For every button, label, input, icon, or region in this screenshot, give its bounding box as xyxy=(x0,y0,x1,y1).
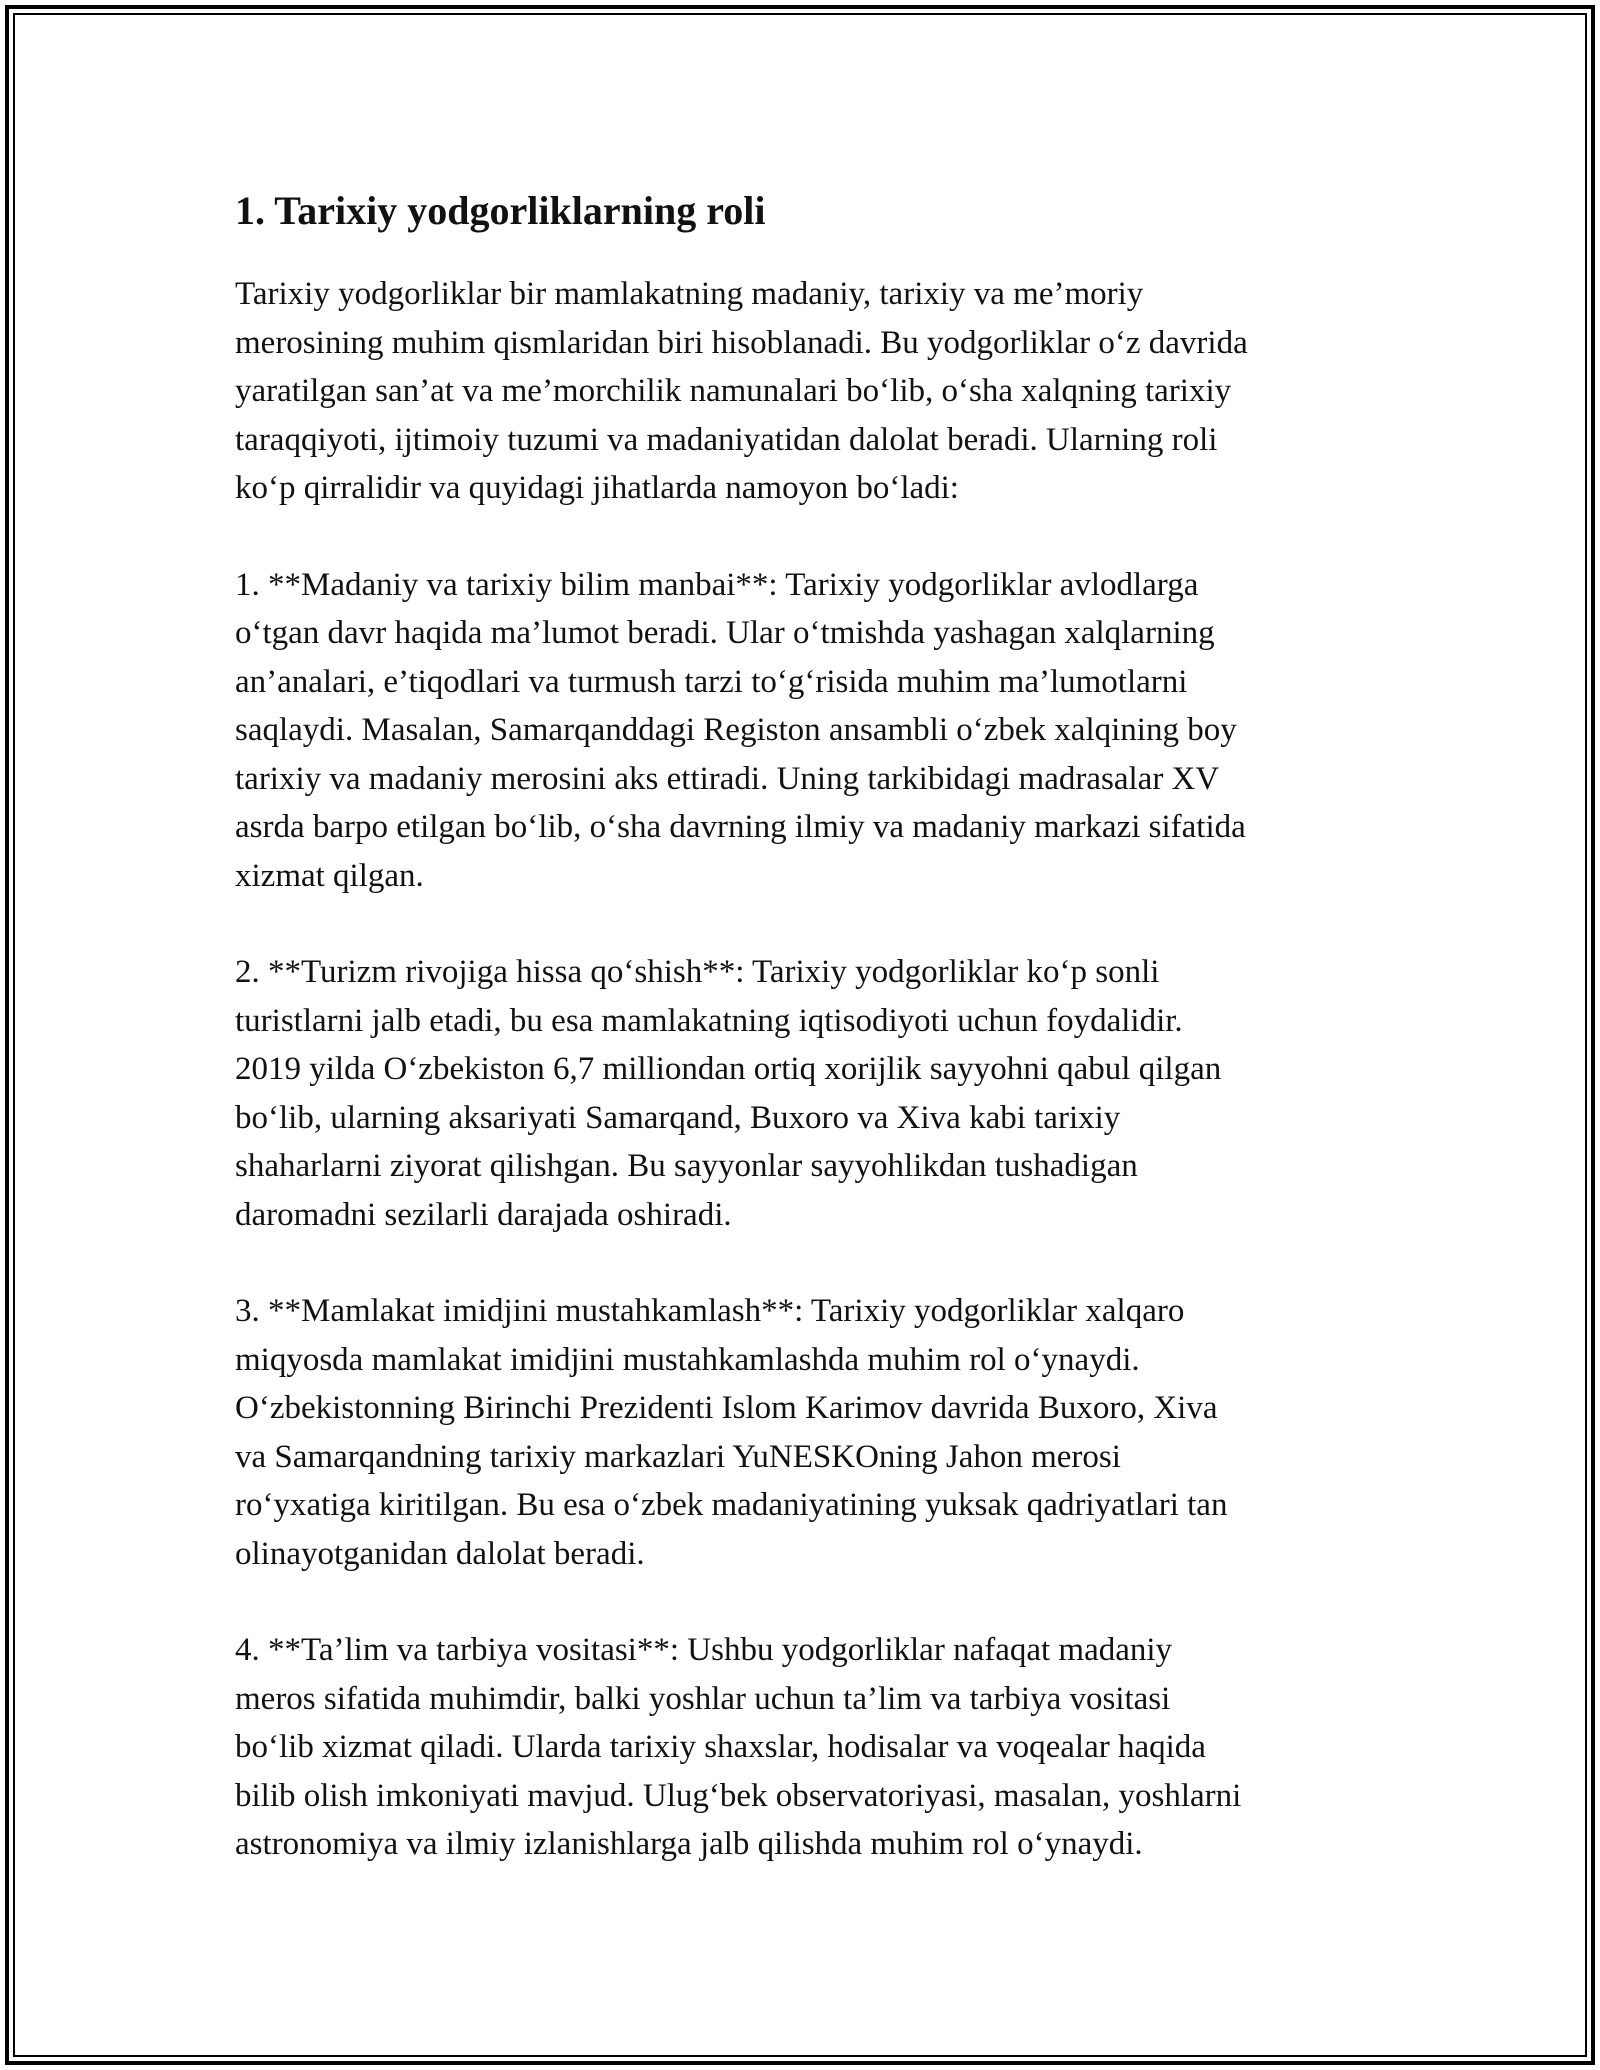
text-line: 4. **Ta’lim va tarbiya vositasi**: Ushbu yodgorliklar nafaqat madaniy xyxy=(235,1632,1173,1668)
text-line: merosining muhim qismlaridan biri hisoblanadi. Bu yodgorliklar o‘z davrida xyxy=(235,324,1248,361)
text-line: o‘tgan davr haqida ma’lumot beradi. Ular o‘tmishda yashagan xalqlarning xyxy=(235,615,1215,651)
text-line: turistlarni jalb etadi, bu esa mamlakatning iqtisodiyoti uchun foydalidir. xyxy=(235,1002,1183,1039)
text-line: ko‘p qirralidir va quyidagi jihatlarda namoyon bo‘ladi: xyxy=(235,470,959,506)
text-line: 2. **Turizm rivojiga hissa qo‘shish**: Tarixiy yodgorliklar ko‘p sonli xyxy=(235,954,1160,990)
text-line: 1. **Madaniy va tarixiy bilim manbai**: Tarixiy yodgorliklar avlodlarga xyxy=(235,566,1199,603)
paragraph-point-3 xyxy=(235,1287,1370,1578)
paragraph-point-4 xyxy=(235,1626,1370,1869)
text-line: an’analari, e’tiqodlari va turmush tarzi to‘g‘risida muhim ma’lumotlarni xyxy=(235,663,1188,700)
text-line: tarixiy va madaniy merosini aks ettiradi. Uning tarkibidagi madrasalar XV xyxy=(235,760,1220,797)
text-line: shaharlarni ziyorat qilishgan. Bu sayyonlar sayyohlikdan tushadigan xyxy=(235,1148,1138,1184)
text-line: Tarixiy yodgorliklar bir mamlakatning madaniy, tarixiy va me’moriy xyxy=(235,276,1144,312)
text-line: O‘zbekistonning Birinchi Prezidenti Islom Karimov davrida Buxoro, Xiva xyxy=(235,1390,1218,1426)
text-line: asrda barpo etilgan bo‘lib, o‘sha davrning ilmiy va madaniy markazi sifatida xyxy=(235,809,1246,845)
text-line: astronomiya va ilmiy izlanishlarga jalb qilishda muhim rol o‘ynaydi. xyxy=(235,1826,1143,1862)
section-title: 1. Tarixiy yodgorliklarning roli xyxy=(235,188,766,233)
text-line: va Samarqandning tarixiy markazlari YuNESKOning Jahon merosi xyxy=(235,1438,1121,1475)
text-line: miqyosda mamlakat imidjini mustahkamlashda muhim rol o‘ynaydi. xyxy=(235,1341,1140,1378)
document-body xyxy=(235,186,1370,1917)
text-line: ro‘yxatiga kiritilgan. Bu esa o‘zbek madaniyatining yuksak qadriyatlari tan xyxy=(235,1487,1228,1523)
text-line: 2019 yilda O‘zbekiston 6,7 milliondan ortiq xorijlik sayyohni qabul qilgan xyxy=(235,1051,1222,1087)
text-line: yaratilgan san’at va me’morchilik namunalari bo‘lib, o‘sha xalqning tarixiy xyxy=(235,373,1232,409)
text-line: 3. **Mamlakat imidjini mustahkamlash**: Tarixiy yodgorliklar xalqaro xyxy=(235,1293,1185,1329)
text-line: olinayotganidan dalolat beradi. xyxy=(235,1535,645,1572)
text-line: daromadni sezilarli darajada oshiradi. xyxy=(235,1196,732,1233)
text-line: bo‘lib, ularning aksariyati Samarqand, Buxoro va Xiva kabi tarixiy xyxy=(235,1099,1121,1136)
paragraph-point-1 xyxy=(235,561,1370,901)
text-line: meros sifatida muhimdir, balki yoshlar uchun ta’lim va tarbiya vositasi xyxy=(235,1680,1171,1717)
text-line: saqlaydi. Masalan, Samarqanddagi Registon ansambli o‘zbek xalqining boy xyxy=(235,712,1237,748)
text-line: xizmat qilgan. xyxy=(235,857,424,894)
text-line: taraqqiyoti, ijtimoiy tuzumi va madaniyatidan dalolat beradi. Ularning roli xyxy=(235,421,1218,458)
text-line: bo‘lib xizmat qiladi. Ularda tarixiy shaxslar, hodisalar va voqealar haqida xyxy=(235,1729,1206,1765)
text-line: bilib olish imkoniyati mavjud. Ulug‘bek observatoriyasi, masalan, yoshlarni xyxy=(235,1777,1242,1814)
paragraph-point-2 xyxy=(235,948,1370,1239)
paragraph-intro xyxy=(235,270,1370,513)
